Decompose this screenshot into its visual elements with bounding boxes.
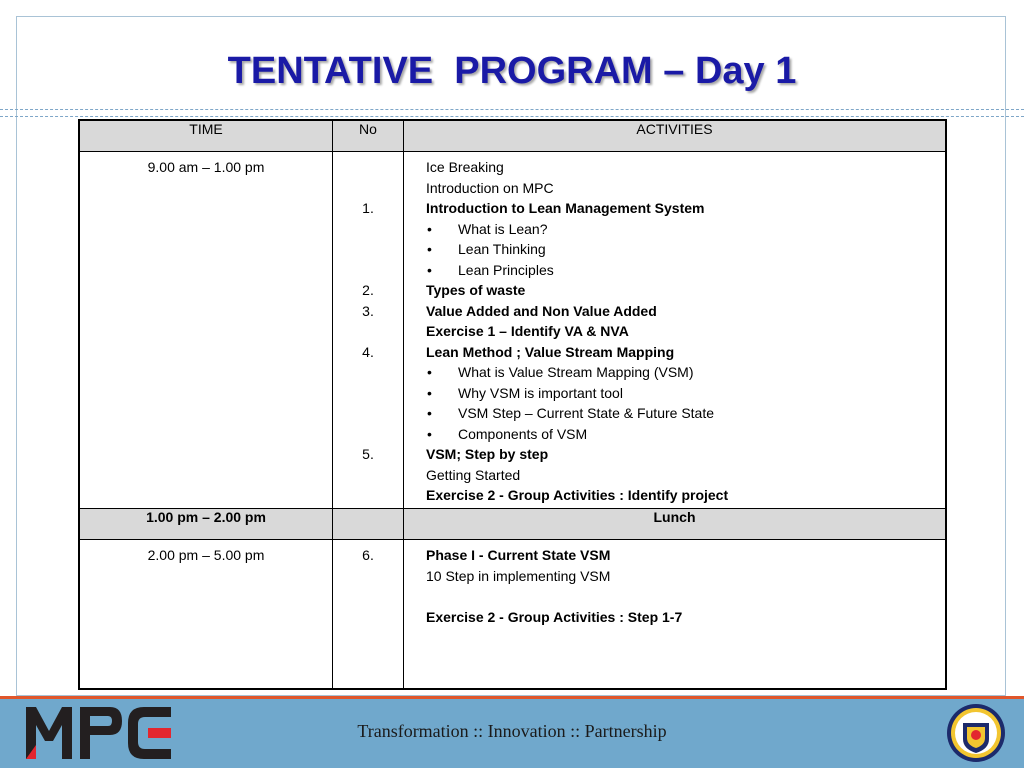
activity-bullet-item bbox=[404, 260, 945, 281]
item-number bbox=[333, 178, 403, 199]
activity-text: What is Lean? bbox=[458, 220, 548, 237]
item-number bbox=[333, 403, 403, 424]
session-2-activities-cell bbox=[404, 540, 947, 690]
activity-heading: Introduction to Lean Management System bbox=[426, 200, 705, 216]
activity-heading: Types of waste bbox=[426, 282, 526, 298]
footer-tagline: Transformation :: Innovation :: Partnership bbox=[357, 721, 667, 741]
item-number bbox=[333, 260, 403, 281]
divider-top bbox=[0, 109, 1024, 110]
activity-heading: Exercise 1 – Identify VA & NVA bbox=[426, 323, 629, 339]
item-number bbox=[333, 424, 403, 445]
session-1-no-cell bbox=[333, 152, 404, 509]
item-number bbox=[333, 485, 403, 506]
item-number bbox=[333, 586, 403, 607]
activity-text: Why VSM is important tool bbox=[458, 384, 623, 401]
item-number bbox=[333, 239, 403, 260]
lunch-no bbox=[333, 509, 404, 540]
header-no: No bbox=[333, 120, 404, 152]
session-2-time-cell bbox=[79, 540, 333, 690]
item-number: 4. bbox=[362, 343, 374, 360]
item-number bbox=[333, 566, 403, 587]
session-1-activities-cell bbox=[404, 152, 947, 509]
university-seal-icon bbox=[946, 703, 1006, 763]
bullet-icon: • bbox=[427, 384, 432, 401]
activity-heading: Lean Method ; Value Stream Mapping bbox=[426, 343, 675, 360]
header-time: TIME bbox=[79, 120, 333, 152]
session-1-time: 9.00 am – 1.00 pm bbox=[147, 159, 265, 175]
session-1-time-cell bbox=[79, 152, 333, 509]
activity-item bbox=[404, 586, 945, 607]
slide-title: TENTATIVE PROGRAM – Day 1 bbox=[227, 50, 797, 92]
item-number: 5. bbox=[362, 446, 374, 462]
lunch-time: 1.00 pm – 2.00 pm bbox=[79, 509, 333, 540]
item-number bbox=[333, 607, 403, 628]
activity-heading: Value Added and Non Value Added bbox=[426, 302, 657, 319]
program-table bbox=[78, 119, 947, 690]
activity-item: 10 Step in implementing VSM bbox=[426, 567, 611, 584]
table-row-session-2 bbox=[79, 540, 946, 690]
item-number bbox=[333, 362, 403, 383]
table-row-session-1 bbox=[79, 152, 946, 509]
item-number bbox=[333, 321, 403, 342]
table-row-lunch bbox=[79, 509, 946, 540]
item-number: 3. bbox=[362, 302, 374, 319]
divider-bottom bbox=[0, 116, 1024, 117]
header-activities: ACTIVITIES bbox=[404, 120, 947, 152]
activity-bullet-item bbox=[404, 362, 945, 383]
activity-text: Lean Principles bbox=[458, 261, 554, 278]
bullet-icon: • bbox=[427, 261, 432, 278]
table-header-row bbox=[79, 120, 946, 152]
activity-text: Lean Thinking bbox=[458, 241, 546, 257]
lunch-activity: Lunch bbox=[404, 509, 947, 540]
session-2-time: 2.00 pm – 5.00 pm bbox=[147, 547, 265, 563]
bullet-icon: • bbox=[427, 425, 432, 442]
activity-item: Ice Breaking bbox=[426, 159, 504, 175]
footer bbox=[0, 699, 1024, 768]
item-number: 1. bbox=[362, 200, 374, 216]
activity-bullet-item bbox=[404, 219, 945, 240]
session-2-no-cell bbox=[333, 540, 404, 690]
bullet-icon: • bbox=[427, 364, 432, 380]
item-number: 2. bbox=[362, 282, 374, 298]
activity-heading: Phase I - Current State VSM bbox=[426, 547, 611, 563]
bullet-icon: • bbox=[427, 241, 432, 257]
item-number bbox=[333, 157, 403, 178]
item-number bbox=[333, 219, 403, 240]
item-number bbox=[333, 383, 403, 404]
activity-bullet-item bbox=[404, 403, 945, 424]
bullet-icon: • bbox=[427, 220, 432, 237]
activity-text: Components of VSM bbox=[458, 425, 588, 442]
activity-heading: Exercise 2 - Group Activities : Step 1-7 bbox=[426, 608, 683, 625]
activity-item: Introduction on MPC bbox=[426, 179, 554, 196]
bullet-icon: • bbox=[427, 405, 432, 421]
activity-bullet-item bbox=[404, 383, 945, 404]
activity-heading: Exercise 2 - Group Activities : Identify project bbox=[426, 487, 729, 503]
activity-bullet-item bbox=[404, 239, 945, 260]
item-number: 6. bbox=[362, 547, 374, 563]
item-number bbox=[333, 465, 403, 486]
activity-text: VSM Step – Current State & Future State bbox=[458, 405, 715, 421]
activity-bullet-item bbox=[404, 424, 945, 445]
activity-text: What is Value Stream Mapping (VSM) bbox=[458, 364, 694, 380]
activity-item: Getting Started bbox=[426, 466, 521, 483]
activity-heading: VSM; Step by step bbox=[426, 446, 549, 462]
